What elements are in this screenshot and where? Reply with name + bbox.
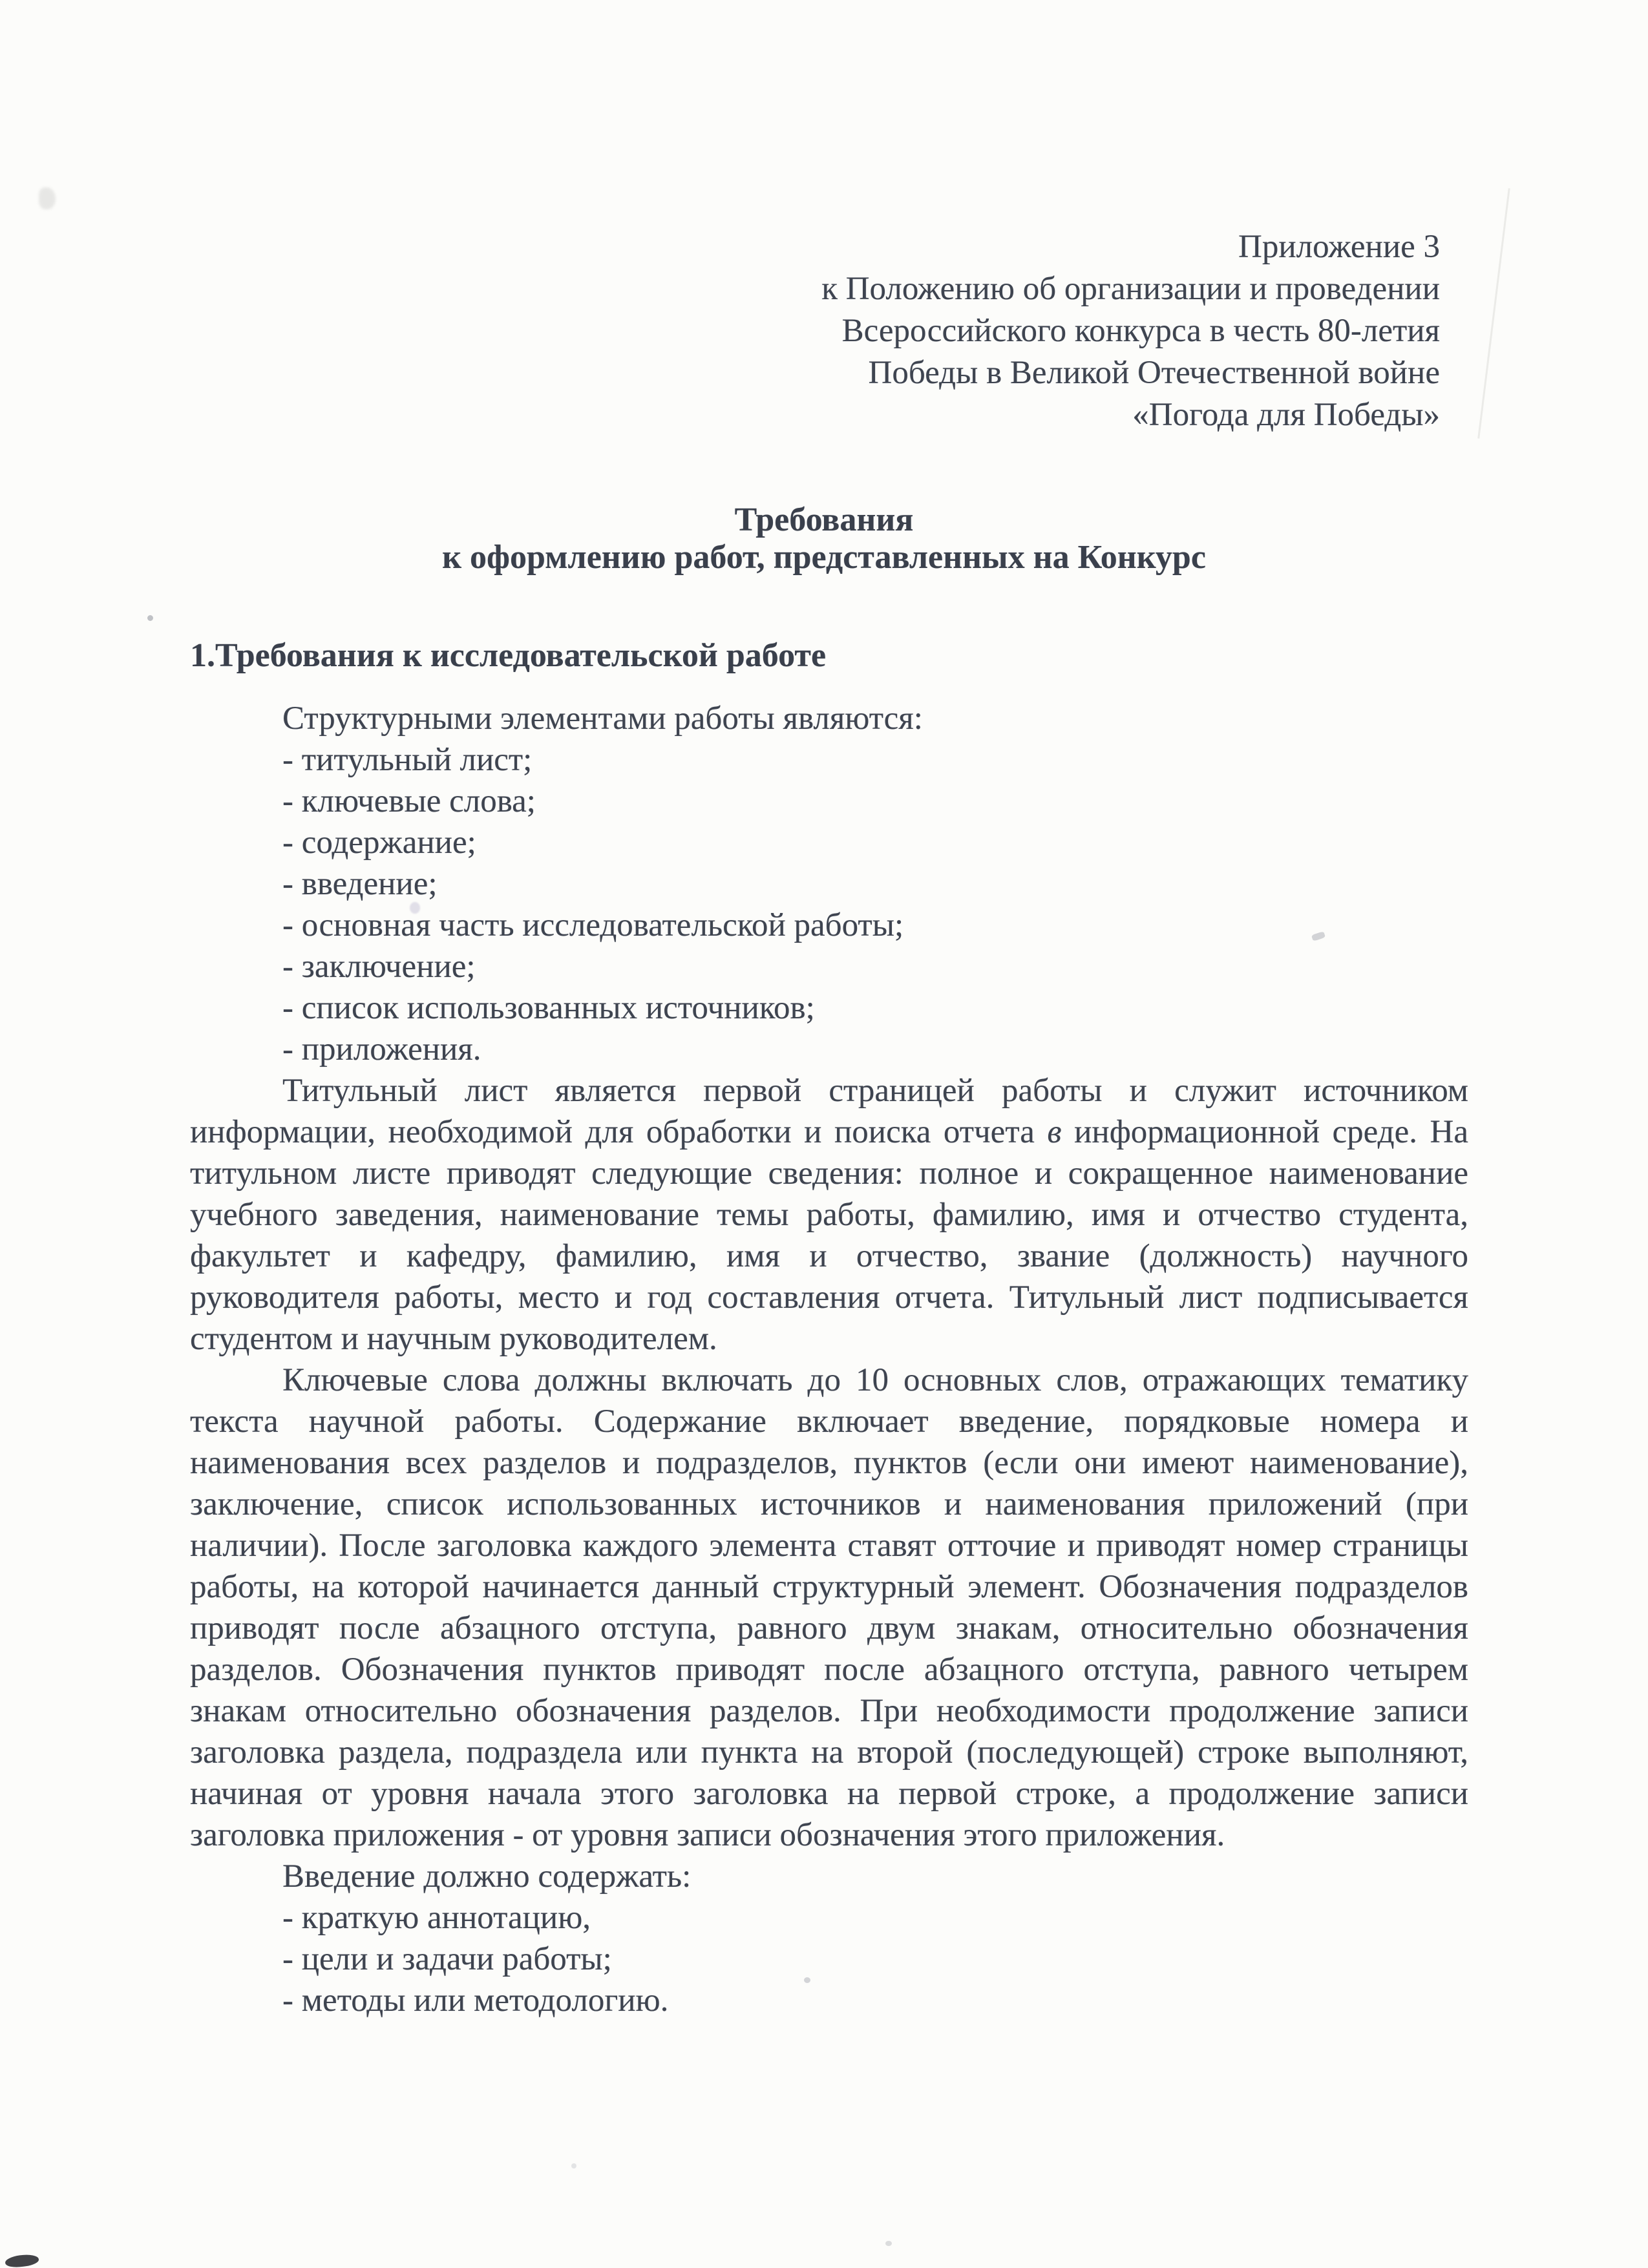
structure-list-item: - введение; — [282, 866, 438, 902]
appendix-header-block — [821, 226, 1440, 436]
structure-list-item: - основная часть исследовательской работы; — [282, 907, 904, 943]
scan-speck — [147, 615, 153, 621]
document-title-line: к оформлению работ, представленных на Конкурс — [442, 539, 1206, 576]
appendix-header-line: Приложение 3 — [1238, 229, 1440, 265]
structure-list-item: - список использованных источников; — [282, 990, 815, 1026]
structure-list-item: - титульный лист; — [282, 742, 533, 778]
structure-list-item: - содержание; — [282, 824, 476, 861]
appendix-header-line: «Погода для Победы» — [1132, 397, 1440, 433]
structure-list-item: - заключение; — [282, 949, 476, 985]
paper-crease — [1477, 188, 1510, 438]
introduction-list-item: - цели и задачи работы; — [282, 1941, 612, 1977]
introduction-intro-line: Введение должно содержать: — [282, 1858, 692, 1895]
structure-list-item: - приложения. — [282, 1031, 481, 1067]
scan-corner-mark — [5, 2252, 39, 2268]
paragraph-keywords-content: Ключевые слова должны включать до 10 основных слов, отражающих тематику текста научной работы. Содержание включает введение, порядковые номера и наименования всех разделов и подразделов, пунктов (если они имеют наименование), заключение, список использованных источников и наименования приложений (при наличии). После заголовка каждого элемента ставят отточие и приводят номер страницы работы, на которой начинается данный структурный элемент. Обозначения подразделов приводят после абзацного отступа, равного двум знакам, относительно обозначения разделов. Обозначения пунктов приводят после абзацного отступа, равного четырем знакам относительно обозначения разделов. При необходимости продолжение записи заголовка раздела, подраздела или пункта на второй (последующей) строке выполняют, начиная от уровня начала этого заголовка на первой строке, а продолжение записи заголовка приложения - от уровня записи обозначения этого приложения. — [190, 1362, 1468, 1853]
section-heading: 1.Требования к исследовательской работе — [190, 637, 827, 674]
structure-intro-line: Структурными элементами работы являются: — [282, 700, 923, 737]
scan-speck — [571, 2163, 576, 2168]
paragraph-title-page: Титульный лист является первой страницей работы и служит источником информации, необходимой для обработки и поиска отчета в информационной среде. На титульном листе приводят следующие сведения: полное и сокращенное наименование учебного заведения, наименование темы работы, фамилию, имя и отчество студента, факультет и кафедру, фамилию, имя и отчество, звание (должность) научного руководителя работы, место и год составления отчета. Титульный лист подписывается студентом и научным руководителем. — [190, 1073, 1468, 1357]
scan-speck — [885, 2241, 892, 2246]
scan-smudge — [39, 187, 56, 209]
document-title-line: Требования — [734, 501, 914, 538]
appendix-header-line: к Положению об организации и проведении — [821, 271, 1440, 307]
appendix-header-line: Победы в Великой Отечественной войне — [868, 355, 1440, 391]
introduction-list-item: - методы или методологию. — [282, 1982, 669, 2019]
appendix-header-line: Всероссийского конкурса в честь 80-летия — [841, 313, 1440, 349]
document-title — [0, 501, 1648, 576]
introduction-list-item: - краткую аннотацию, — [282, 1900, 591, 1936]
document-body — [190, 698, 1468, 2021]
structure-list-item: - ключевые слова; — [282, 783, 536, 819]
